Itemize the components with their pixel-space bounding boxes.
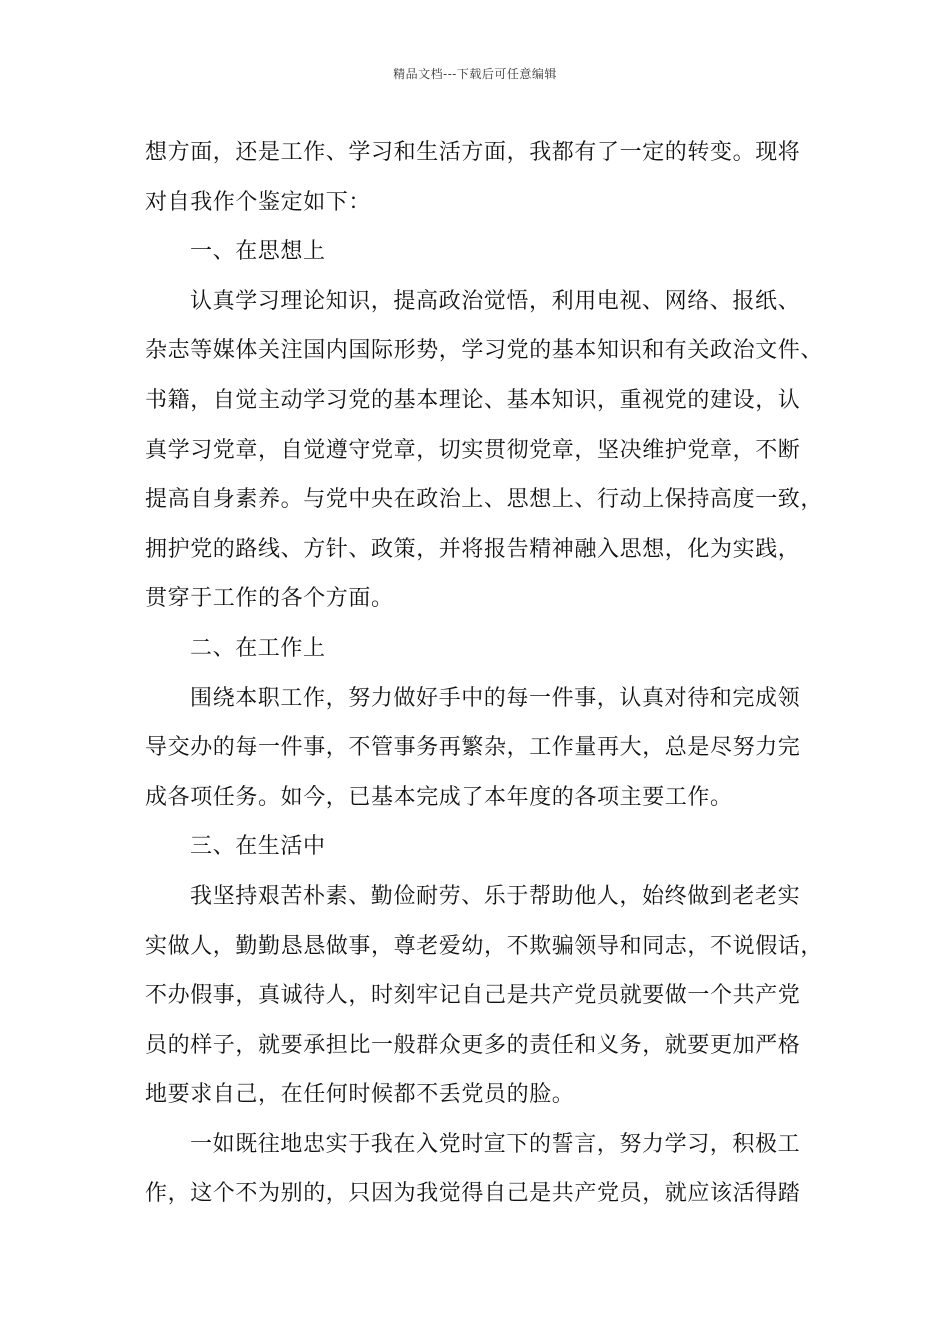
section-heading-work: 二、在工作上 (190, 635, 326, 661)
text-line: 作，这个不为别的，只因为我觉得自己是共产党员，就应该活得踏 (145, 1181, 801, 1207)
text-line: 书籍，自觉主动学习党的基本理论、基本知识，重视党的建设，认 (145, 387, 801, 413)
paragraph-start: 我坚持艰苦朴素、勤俭耐劳、乐于帮助他人，始终做到老老实 (190, 883, 801, 909)
text-line-continuation: 想方面，还是工作、学习和生活方面，我都有了一定的转变。现将 (145, 140, 801, 165)
text-line: 拥护党的路线、方针、政策，并将报告精神融入思想，化为实践， (145, 536, 801, 562)
section-heading-thought: 一、在思想上 (190, 239, 326, 265)
text-line: 员的样子，就要承担比一般群众更多的责任和义务，就要更加严格 (145, 1032, 801, 1058)
paragraph-start: 围绕本职工作，努力做好手中的每一件事，认真对待和完成领 (190, 685, 801, 711)
section-heading-life: 三、在生活中 (190, 834, 326, 860)
text-line: 实做人，勤勤恳恳做事，尊老爱幼，不欺骗领导和同志，不说假话， (145, 933, 824, 959)
text-line-continuation: 对自我作个鉴定如下： (145, 189, 372, 215)
text-line: 贯穿于工作的各个方面。 (145, 586, 394, 612)
text-line: 杂志等媒体关注国内国际形势，学习党的基本知识和有关政治文件、 (145, 338, 824, 364)
text-line: 成各项任务。如今，已基本完成了本年度的各项主要工作。 (145, 784, 733, 810)
paragraph-start: 一如既往地忠实于我在入党时宣下的誓言，努力学习，积极工 (190, 1131, 801, 1157)
page-header: 精品文档---下载后可任意编辑 (393, 67, 557, 81)
text-line: 导交办的每一件事，不管事务再繁杂，工作量再大，总是尽努力完 (145, 735, 801, 761)
paragraph-start: 认真学习理论知识，提高政治觉悟，利用电视、网络、报纸、 (190, 288, 801, 314)
text-line: 地要求自己，在任何时候都不丢党员的脸。 (145, 1082, 575, 1108)
text-line: 真学习党章，自觉遵守党章，切实贯彻党章，坚决维护党章，不断 (145, 437, 801, 463)
text-line: 提高自身素养。与党中央在政治上、思想上、行动上保持高度一致， (145, 487, 824, 513)
text-line: 不办假事，真诚待人，时刻牢记自己是共产党员就要做一个共产党 (145, 983, 801, 1009)
document-body (145, 128, 835, 1219)
